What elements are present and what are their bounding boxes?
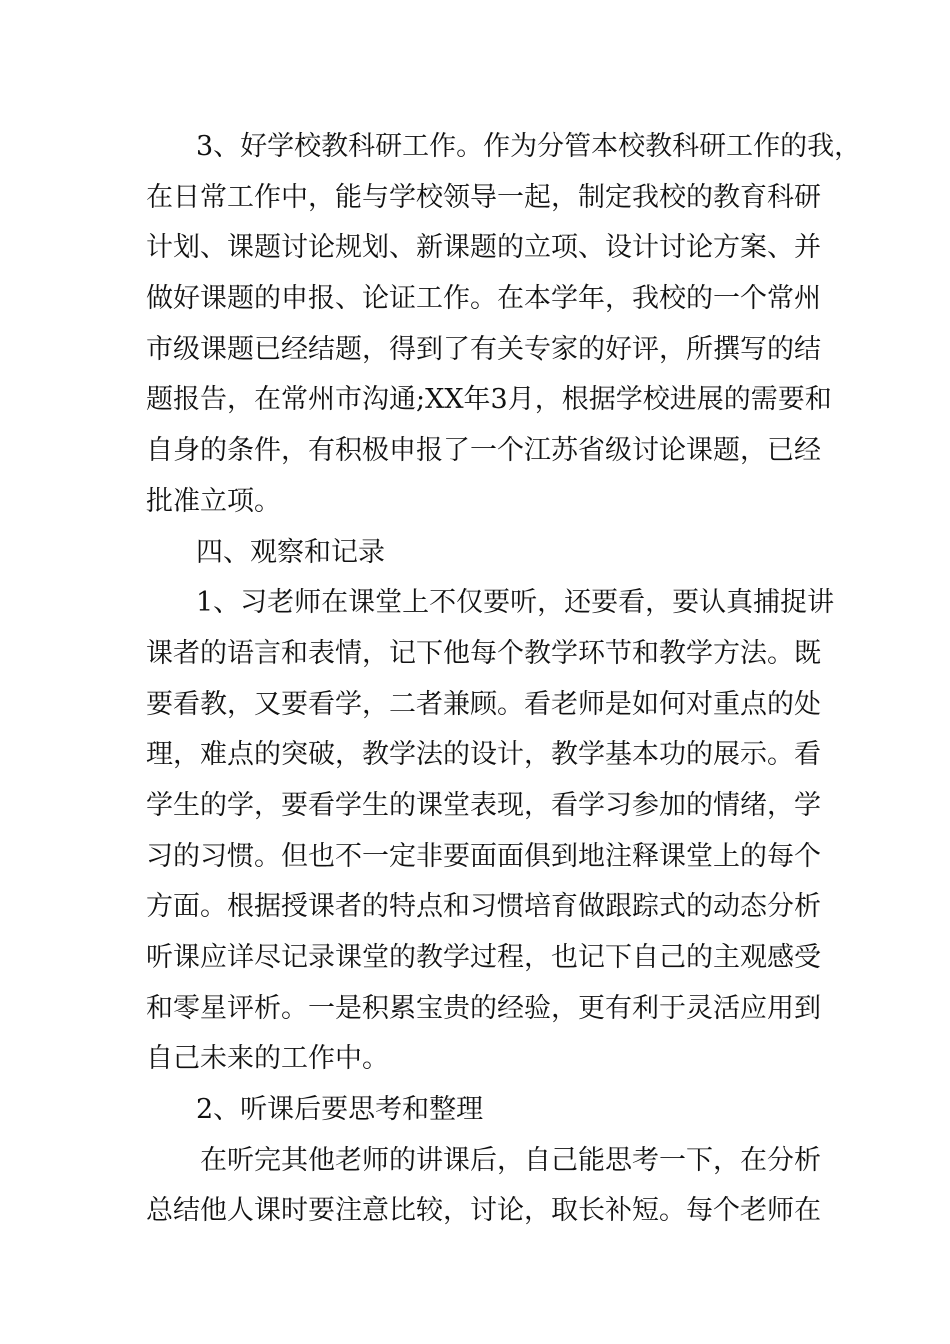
subsection-heading: 2、听课后要思考和整理 bbox=[196, 1094, 484, 1126]
paragraph-line: 计划、课题讨论规划、新课题的立项、设计讨论方案、并 bbox=[146, 232, 821, 264]
document-body bbox=[146, 122, 862, 1237]
paragraph-line: 和零星评析。一是积累宝贵的经验，更有利于灵活应用到 bbox=[146, 992, 821, 1024]
section-heading: 四、观察和记录 bbox=[196, 536, 385, 568]
paragraph-line: 批准立项。 bbox=[146, 485, 281, 517]
paragraph-line: 做好课题的申报、论证工作。在本学年，我校的一个常州 bbox=[146, 283, 821, 315]
paragraph-line: 自身的条件，有积极申报了一个江苏省级讨论课题，已经 bbox=[146, 435, 821, 467]
paragraph-line: 总结他人课时要注意比较，讨论，取长补短。每个老师在 bbox=[146, 1195, 821, 1227]
paragraph-line: 习的习惯。但也不一定非要面面俱到地注释课堂上的每个 bbox=[146, 840, 821, 872]
paragraph-line: 要看教，又要看学，二者兼顾。看老师是如何对重点的处 bbox=[146, 688, 821, 720]
paragraph-line: 课者的语言和表情，记下他每个教学环节和教学方法。既 bbox=[146, 637, 821, 669]
paragraph-line: 听课应详尽记录课堂的教学过程，也记下自己的主观感受 bbox=[146, 942, 821, 973]
paragraph-line: 在听完其他老师的讲课后，自己能思考一下，在分析 bbox=[200, 1144, 821, 1176]
paragraph-line: 方面。根据授课者的特点和习惯培育做跟踪式的动态分析 bbox=[146, 891, 821, 923]
paragraph-line: 在日常工作中，能与学校领导一起，制定我校的教育科研 bbox=[146, 181, 821, 213]
paragraph-line: 市级课题已经结题，得到了有关专家的好评，所撰写的结 bbox=[146, 333, 821, 365]
paragraph-line: 题报告，在常州市沟通;XX年3月，根据学校进展的需要和 bbox=[146, 384, 832, 416]
paragraph-line: 自己未来的工作中。 bbox=[146, 1043, 389, 1075]
paragraph-line: 3、好学校教科研工作。作为分管本校教科研工作的我， bbox=[196, 131, 862, 162]
paragraph-line: 学生的学，要看学生的课堂表现，看学习参加的情绪，学 bbox=[146, 789, 821, 821]
paragraph-line: 1、习老师在课堂上不仅要听，还要看，要认真捕捉讲 bbox=[196, 587, 835, 619]
paragraph-line: 理，难点的突破，教学法的设计，教学基本功的展示。看 bbox=[146, 739, 821, 771]
